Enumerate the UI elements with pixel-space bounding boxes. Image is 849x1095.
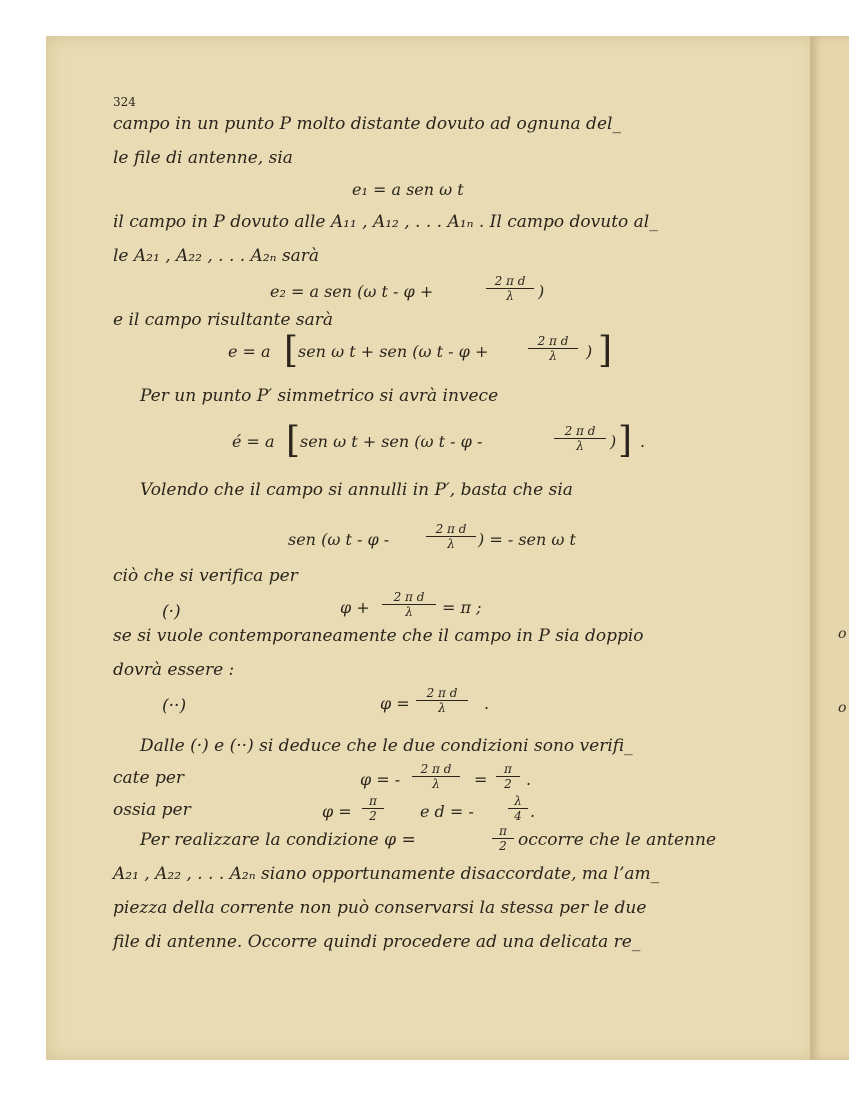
fraction-2pid-lambda [426,522,476,551]
text-line-11: Dalle (·) e (··) si deduce che le due condizioni sono verifi_ [140,736,633,756]
condition-marker-1: (·) [162,602,181,622]
equation-e4-left: é = a [232,432,275,451]
fraction-numerator: 2 π d [412,762,460,777]
text-line-13: ossia per [113,800,191,820]
fraction-denominator: λ [549,349,557,363]
equation-e8-dot: . [526,770,532,789]
equation-e5-left: sen (ω t - φ - [288,530,390,549]
edge-mark-2: o [838,700,847,716]
fraction-numerator: λ [508,794,528,809]
fraction-numerator: 2 π d [426,522,476,537]
right-bracket: ] [598,330,613,371]
equation-e5-right: ) = - sen ω t [478,530,576,549]
equation-e8-left: φ = - [360,770,401,789]
fraction-2pid-lambda [528,334,578,363]
text-line-8: ciò che si verifica per [113,566,298,586]
fraction-2pid-lambda [554,424,606,453]
fraction-denominator: λ [432,777,440,791]
equation-e1: e₁ = a sen ω t [352,180,464,199]
equation-e4-dot: . [640,432,646,451]
fraction-pi-over-2 [492,824,514,853]
fraction-numerator: π [492,824,514,839]
text-line-3: il campo in P dovuto alle A₁₁ , A₁₂ , . . . A₁ₙ . Il campo dovuto al_ [113,212,658,232]
equation-e9-dot: . [530,802,536,821]
text-line-6: Per un punto P′ simmetrico si avrà invece [140,386,499,406]
fraction-denominator: λ [576,439,584,453]
fraction-denominator: λ [506,289,514,303]
fraction-2pid-lambda [416,686,468,715]
text-line-15: A₂₁ , A₂₂ , . . . A₂ₙ siano opportunamente disaccordate, ma l’am_ [113,864,660,884]
equation-e2-left: e₂ = a sen (ω t - φ + [270,282,434,301]
fraction-numerator: 2 π d [382,590,436,605]
left-bracket: [ [286,420,301,461]
fraction-2pid-lambda [382,590,436,619]
fraction-denominator: λ [447,537,455,551]
equation-e4-mid: sen ω t + sen (ω t - φ - [300,432,483,451]
equation-e3-mid: sen ω t + sen (ω t - φ + [298,342,489,361]
equation-e3-left: e = a [228,342,271,361]
adjacent-page-edge [810,36,849,1060]
text-line-7: Volendo che il campo si annulli in P′, basta che sia [140,480,573,500]
equation-e2-right: ) [538,282,545,301]
equation-e7-left: φ = [380,694,410,713]
fraction-numerator: 2 π d [416,686,468,701]
fraction-denominator: λ [438,701,446,715]
fraction-numerator: 2 π d [554,424,606,439]
fraction-denominator: 4 [514,809,522,823]
page-number: 324 [113,95,136,109]
equation-e8-mid: = [474,770,488,789]
equation-e3-right: ) [586,342,593,361]
text-line-2: le file di antenne, sia [113,148,293,168]
fraction-denominator: λ [405,605,413,619]
text-line-1: campo in un punto P molto distante dovuto ad ognuna del_ [113,114,621,134]
equation-e6-right: = π ; [442,598,482,617]
fraction-numerator: π [496,762,520,777]
right-bracket: ] [618,420,633,461]
text-line-14b: occorre che le antenne [518,830,716,850]
text-line-5: e il campo risultante sarà [113,310,334,330]
equation-e9-right: e d = - [420,802,474,821]
fraction-pi-over-2 [496,762,520,791]
fraction-pi-over-2 [362,794,384,823]
text-line-12: cate per [113,768,185,788]
text-line-9: se si vuole contemporaneamente che il campo in P sia doppio [113,626,644,646]
text-line-4: le A₂₁ , A₂₂ , . . . A₂ₙ sarà [113,246,320,266]
equation-e7-dot: . [484,694,490,713]
fraction-denominator: 2 [504,777,512,791]
text-line-10: dovrà essere : [113,660,235,680]
text-line-16: piezza della corrente non può conservarsi la stessa per le due [113,898,647,918]
fraction-numerator: 2 π d [528,334,578,349]
fraction-lambda-over-4 [508,794,528,823]
fraction-denominator: 2 [369,809,377,823]
text-line-17: file di antenne. Occorre quindi procedere ad una delicata re_ [113,932,641,952]
fraction-2pid-lambda [412,762,460,791]
equation-e4-right: ) [610,432,617,451]
edge-mark-1: o [838,626,847,642]
fraction-denominator: 2 [499,839,507,853]
equation-e6-left: φ + [340,598,370,617]
fraction-2pid-lambda [486,274,534,303]
condition-marker-2: (··) [162,696,187,716]
fraction-numerator: 2 π d [486,274,534,289]
fraction-numerator: π [362,794,384,809]
text-line-14a: Per realizzare la condizione φ = [140,830,416,850]
left-bracket: [ [284,330,299,371]
equation-e9-left: φ = [322,802,352,821]
